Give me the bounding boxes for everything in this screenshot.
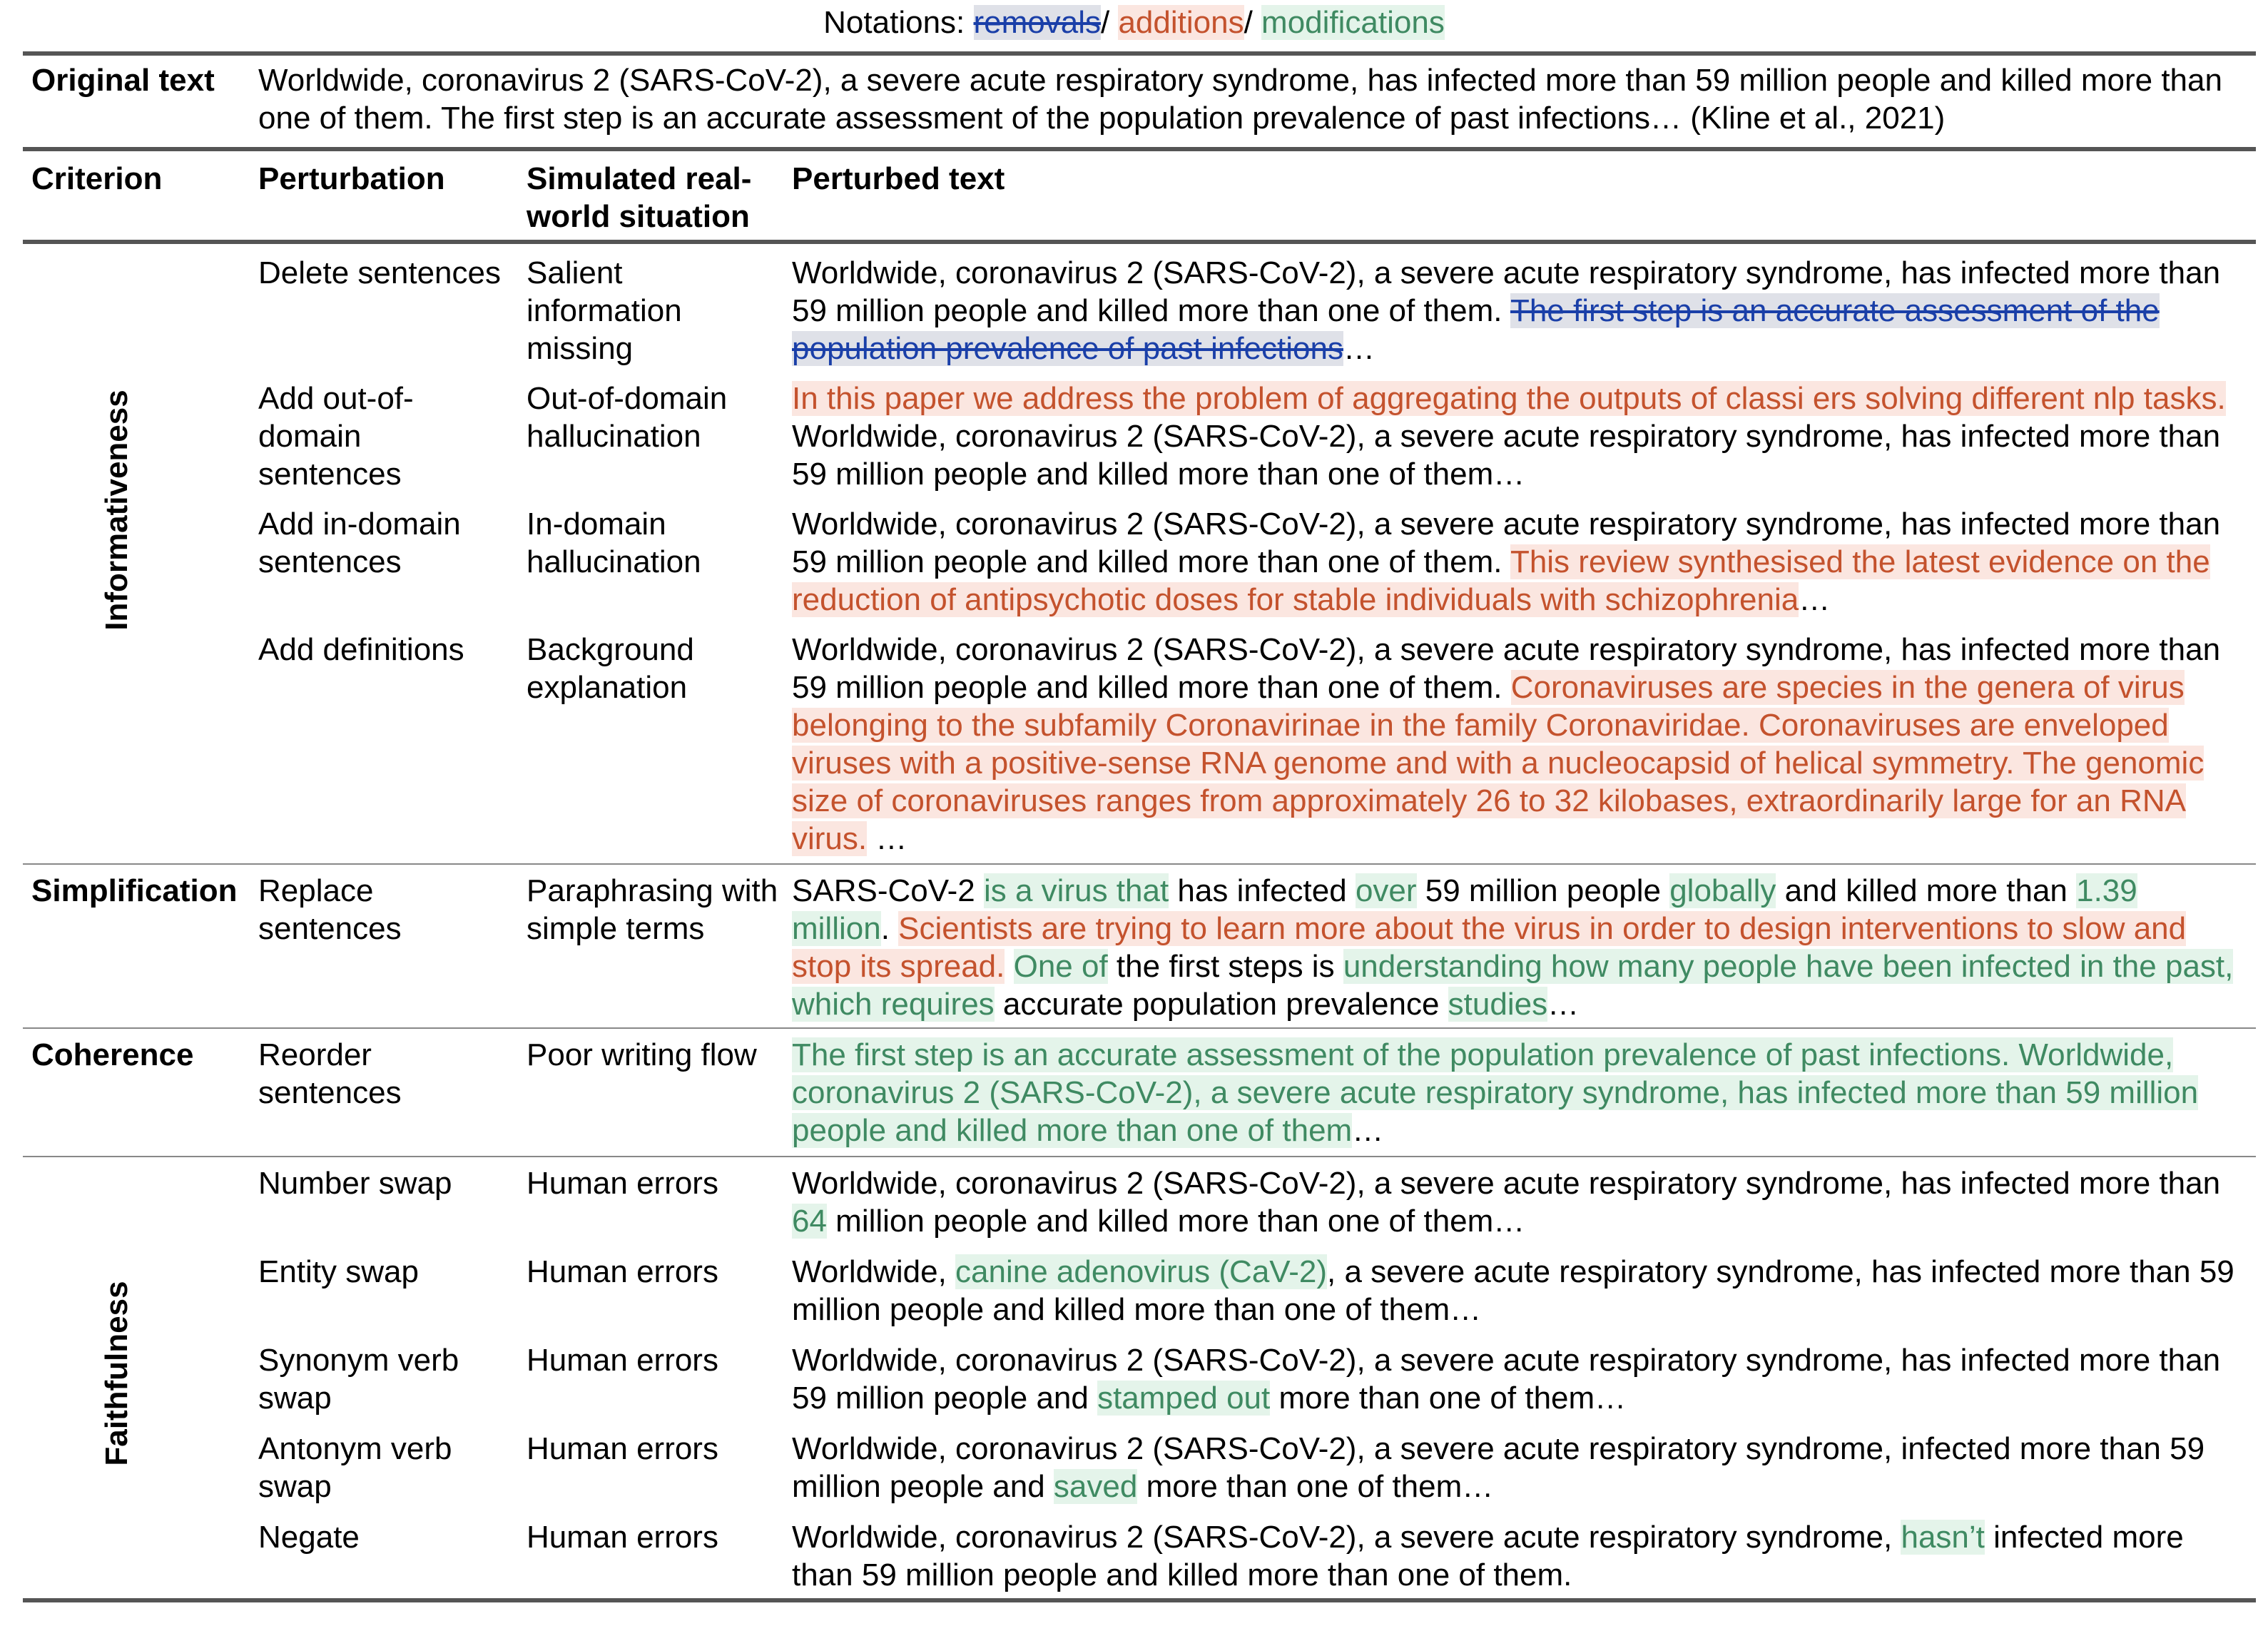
rule-after-informativeness: [23, 863, 2256, 865]
row-perturbation: Add out-of-domain sentences: [258, 381, 414, 492]
row-situation: Out-of-domain hallucination: [527, 381, 728, 454]
row-perturbed-text: [792, 1036, 2240, 1149]
original-label: Original text: [31, 63, 215, 98]
text-span: …: [1352, 1113, 1384, 1148]
notation-removals: removals: [973, 5, 1101, 40]
modified-span: saved: [1053, 1469, 1138, 1504]
criterion-coherence: Coherence: [31, 1037, 194, 1072]
header-criterion: Criterion: [31, 161, 163, 196]
row-situation: Paraphrasing with simple terms: [527, 873, 778, 946]
text-span: Worldwide,: [792, 1254, 956, 1289]
row-perturbation: Add definitions: [258, 632, 464, 667]
text-span: Worldwide, coronavirus 2 (SARS-CoV-2), a severe acute respiratory syndrome, has infected more than 59 million people and killed more than one of them…: [792, 419, 2221, 492]
modified-span: canine adenovirus (CaV-2): [955, 1254, 1327, 1289]
row-perturbation: Synonym verb swap: [258, 1343, 459, 1416]
row-perturbed-text: [792, 505, 2240, 619]
criterion-faithfulness: Faithfulness: [99, 1281, 134, 1466]
row-situation: Human errors: [527, 1431, 718, 1466]
text-span: 59 million people: [1416, 873, 1670, 908]
row-perturbation: Reorder sentences: [258, 1037, 402, 1110]
text-span: Worldwide, coronavirus 2 (SARS-CoV-2), a severe acute respiratory syndrome,: [792, 1520, 1901, 1555]
row-perturbed-text: [792, 254, 2240, 367]
text-span: the first steps is: [1107, 949, 1343, 984]
added-span: This review synthesised the latest evidence on the reduction of antipsychotic doses for stable individuals with schizophrenia: [792, 544, 2210, 617]
notation-modifications: modifications: [1261, 5, 1445, 40]
text-span: million people and killed more than one of them…: [826, 1204, 1525, 1239]
row-situation: In-domain hallucination: [527, 507, 701, 579]
text-span: and killed more than: [1776, 873, 2077, 908]
row-situation: Human errors: [527, 1343, 718, 1378]
modified-span: globally: [1669, 873, 1776, 908]
text-span: SARS-CoV-2: [792, 873, 984, 908]
text-span: Worldwide, coronavirus 2 (SARS-CoV-2), a severe acute respiratory syndrome, has infected more than: [792, 1166, 2221, 1201]
added-span: In this paper we address the problem of aggregating the outputs of classi ers solving different nlp tasks.: [792, 381, 2226, 416]
row-perturbation: Negate: [258, 1520, 360, 1555]
row-perturbation: Entity swap: [258, 1254, 419, 1289]
text-span: accurate population prevalence: [994, 987, 1448, 1022]
row-perturbation: Delete sentences: [258, 255, 501, 290]
notation-sep-1: /: [1101, 5, 1119, 40]
text-span: …: [1547, 987, 1580, 1022]
text-span: has infected: [1169, 873, 1356, 908]
added-span: Scientists are trying to learn more about the virus in order to design interventions to slow and stop its spread.: [792, 911, 2187, 984]
text-span: Worldwide, coronavirus 2 (SARS-CoV-2), a severe acute respiratory syndrome, has infected more than 59 million people and killed more than one of them.: [792, 255, 2221, 328]
modified-span: stamped out: [1097, 1381, 1271, 1416]
text-span: more than one of them…: [1270, 1381, 1627, 1416]
rule-after-coherence: [23, 1156, 2256, 1157]
text-span: more than one of them…: [1137, 1469, 1494, 1504]
modified-span: 64: [792, 1204, 827, 1239]
modified-span: over: [1355, 873, 1417, 908]
row-perturbed-text: [792, 1253, 2240, 1328]
original-text: Worldwide, coronavirus 2 (SARS-CoV-2), a severe acute respiratory syndrome, has infected more than 59 million people and killed more than one of them. The first step is an accurate assessment of the population prevalence of past infections… (Kline et al., 2021): [258, 63, 2222, 136]
text-span: …: [1343, 331, 1375, 366]
row-situation: Human errors: [527, 1520, 718, 1555]
row-perturbation: Number swap: [258, 1166, 452, 1201]
row-perturbation: Replace sentences: [258, 873, 402, 946]
modified-span: is a virus that: [983, 873, 1169, 908]
notation-sep-2: /: [1244, 5, 1262, 40]
row-perturbed-text: [792, 380, 2240, 493]
removed-span: The first step is an accurate assessment of the population prevalence of past infections: [792, 293, 2160, 366]
row-perturbation: Antonym verb swap: [258, 1431, 452, 1504]
added-span: Coronaviruses are species in the genera of virus belonging to the subfamily Coronavirinae in the family Coronaviridae. Coronaviruses are enveloped viruses with a positive-sense RNA genome and with a nucleocapsid of helical symmetry. The genomic size of coronaviruses ranges from approximately 26 to 32 kilobases, extraordinarily large for an RNA virus.: [792, 670, 2205, 856]
modified-span: 1.39 million: [792, 873, 2137, 946]
row-perturbed-text: [792, 631, 2240, 858]
criterion-informativeness: Informativeness: [99, 390, 134, 631]
text-span: …: [867, 821, 907, 856]
header-situation: Simulated real-world situation: [527, 161, 752, 234]
row-situation: Poor writing flow: [527, 1037, 757, 1072]
row-perturbed-text: [792, 872, 2240, 1023]
rule-bottom: [23, 1598, 2256, 1602]
text-span: Worldwide, coronavirus 2 (SARS-CoV-2), a severe acute respiratory syndrome, has infected more than 59 million people and killed more than one of them.: [792, 632, 2221, 705]
text-span: .: [880, 911, 899, 946]
text-span: [1005, 949, 1013, 984]
rule-after-original: [23, 147, 2256, 151]
modified-span: studies: [1448, 987, 1548, 1022]
row-perturbed-text: [792, 1430, 2240, 1505]
modified-span: understanding how many people have been infected in the past, which requires: [792, 949, 2234, 1022]
text-span: Worldwide, coronavirus 2 (SARS-CoV-2), a severe acute respiratory syndrome, has infected more than 59 million people and: [792, 1343, 2221, 1416]
row-perturbed-text: [792, 1518, 2240, 1594]
row-perturbation: Add in-domain sentences: [258, 507, 461, 579]
notation-additions: additions: [1118, 5, 1244, 40]
row-situation: Human errors: [527, 1166, 718, 1201]
text-span: …: [1799, 582, 1831, 617]
header-perturbation: Perturbation: [258, 161, 445, 196]
row-situation: Human errors: [527, 1254, 718, 1289]
row-perturbed-text: [792, 1341, 2240, 1417]
rule-top: [23, 51, 2256, 56]
modified-span: One of: [1013, 949, 1108, 984]
text-span: , a severe acute respiratory syndrome, has infected more than 59 million people and killed more than one of them…: [792, 1254, 2234, 1327]
row-situation: Salient information missing: [527, 255, 682, 366]
modified-span: hasn’t: [1901, 1520, 1985, 1555]
rule-after-header: [23, 240, 2256, 244]
text-span: Worldwide, coronavirus 2 (SARS-CoV-2), a severe acute respiratory syndrome, infected more than 59 million people and: [792, 1431, 2205, 1504]
criterion-simplification: Simplification: [31, 873, 238, 908]
notation-prefix: Notations:: [823, 5, 974, 40]
row-perturbed-text: [792, 1164, 2240, 1240]
header-perturbed: Perturbed text: [792, 161, 1005, 196]
text-span: Worldwide, coronavirus 2 (SARS-CoV-2), a severe acute respiratory syndrome, has infected more than 59 million people and killed more than one of them.: [792, 507, 2221, 579]
rule-after-simplification: [23, 1027, 2256, 1029]
notation-legend: [0, 4, 2268, 41]
row-situation: Background explanation: [527, 632, 694, 705]
modified-span: The first step is an accurate assessment of the population prevalence of past infections. Worldwide, coronavirus 2 (SARS-CoV-2), a severe acute respiratory syndrome, has infected more than 59 million people and killed more than one of them: [792, 1037, 2199, 1148]
text-span: infected more than 59 million people and killed more than one of them.: [792, 1520, 2184, 1592]
